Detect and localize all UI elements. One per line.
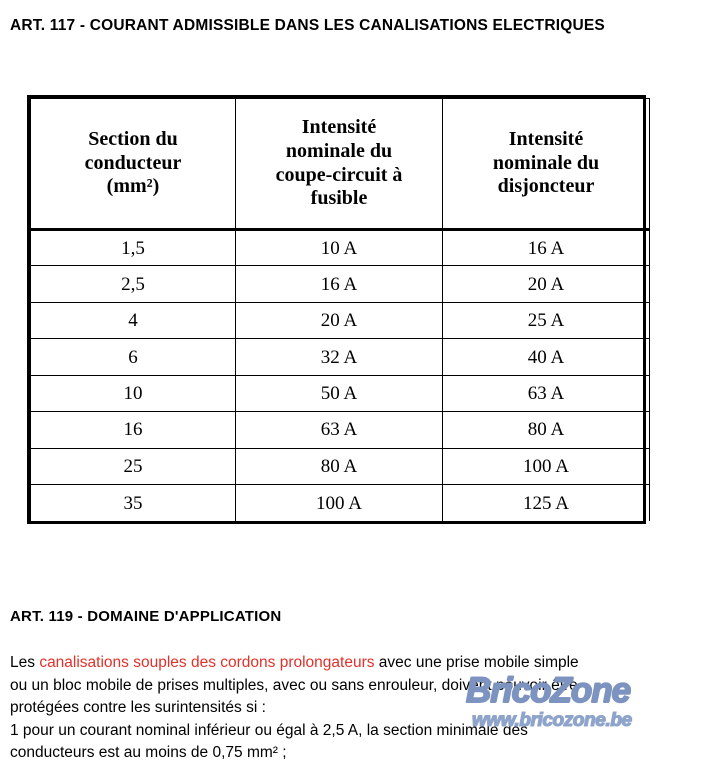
- cell-breaker: 100 A: [443, 448, 650, 484]
- header-line: Section du: [88, 128, 178, 151]
- cell-breaker: 16 A: [443, 230, 650, 266]
- table-row: [31, 412, 650, 448]
- cell-fuse: 32 A: [236, 339, 443, 375]
- cell-fuse: 20 A: [236, 302, 443, 338]
- cell-fuse: 80 A: [236, 448, 443, 484]
- table-row: [31, 448, 650, 484]
- table-row: [31, 230, 650, 266]
- table-header: [31, 99, 650, 230]
- header-line: (mm²): [106, 175, 160, 198]
- cell-breaker: 125 A: [443, 485, 650, 521]
- cell-fuse: 50 A: [236, 375, 443, 411]
- header-line: nominale du: [285, 139, 393, 162]
- table-row: [31, 302, 650, 338]
- ampacity-table-container: [27, 95, 646, 524]
- line1-prefix: Les: [10, 654, 40, 671]
- paragraph-line-3: protégées contre les surintensités si :: [10, 699, 266, 717]
- paragraph-line-4: 1 pour un courant nominal inférieur ou égal à 2,5 A, la section minimale des: [10, 721, 528, 739]
- table-row: [31, 485, 650, 521]
- cell-section: 2,5: [31, 266, 236, 302]
- cell-section: 16: [31, 412, 236, 448]
- cell-fuse: 100 A: [236, 485, 443, 521]
- header-line: fusible: [310, 187, 368, 210]
- header-line: coupe-circuit à: [275, 163, 403, 186]
- table-row: [31, 375, 650, 411]
- cell-breaker: 40 A: [443, 339, 650, 375]
- line1-suffix: avec une prise mobile simple: [374, 654, 579, 671]
- column-header-section: [31, 99, 236, 230]
- cell-section: 1,5: [31, 230, 236, 266]
- cell-fuse: 16 A: [236, 266, 443, 302]
- cell-section: 10: [31, 375, 236, 411]
- header-line: disjoncteur: [497, 175, 595, 198]
- column-header-breaker-rating: [443, 99, 650, 230]
- cell-fuse: 10 A: [236, 230, 443, 266]
- cell-breaker: 20 A: [443, 266, 650, 302]
- table-row: [31, 266, 650, 302]
- cell-breaker: 25 A: [443, 302, 650, 338]
- header-line: Intensité: [508, 128, 584, 151]
- cell-breaker: 80 A: [443, 412, 650, 448]
- watermark-url: www.bricozone.be: [472, 710, 632, 731]
- article-119-body: [10, 652, 700, 765]
- paragraph-line-1: [10, 652, 700, 675]
- cell-fuse: 63 A: [236, 412, 443, 448]
- cell-breaker: 63 A: [443, 375, 650, 411]
- page-title-article-119: ART. 119 - DOMAINE D'APPLICATION: [10, 608, 282, 625]
- table-body: [31, 230, 650, 522]
- header-line: Intensité: [301, 116, 377, 139]
- header-line: nominale du: [492, 151, 600, 174]
- ampacity-table: [30, 98, 650, 521]
- paragraph-line-2: ou un bloc mobile de prises multiples, avec ou sans enrouleur, doivent pouvoir être: [10, 676, 578, 694]
- cell-section: 6: [31, 339, 236, 375]
- cell-section: 35: [31, 485, 236, 521]
- highlighted-term: canalisations souples des cordons prolongateurs: [39, 654, 375, 671]
- cell-section: 4: [31, 302, 236, 338]
- page-title-article-117: ART. 117 - COURANT ADMISSIBLE DANS LES CANALISATIONS ELECTRIQUES: [10, 17, 605, 34]
- cell-section: 25: [31, 448, 236, 484]
- table-row: [31, 339, 650, 375]
- header-line: conducteur: [84, 151, 182, 174]
- table-header-row: [31, 99, 650, 230]
- column-header-fuse-rating: [236, 99, 443, 230]
- watermark-brand: BricoZone: [466, 671, 631, 710]
- paragraph-line-5: conducteurs est au moins de 0,75 mm² ;: [10, 744, 287, 762]
